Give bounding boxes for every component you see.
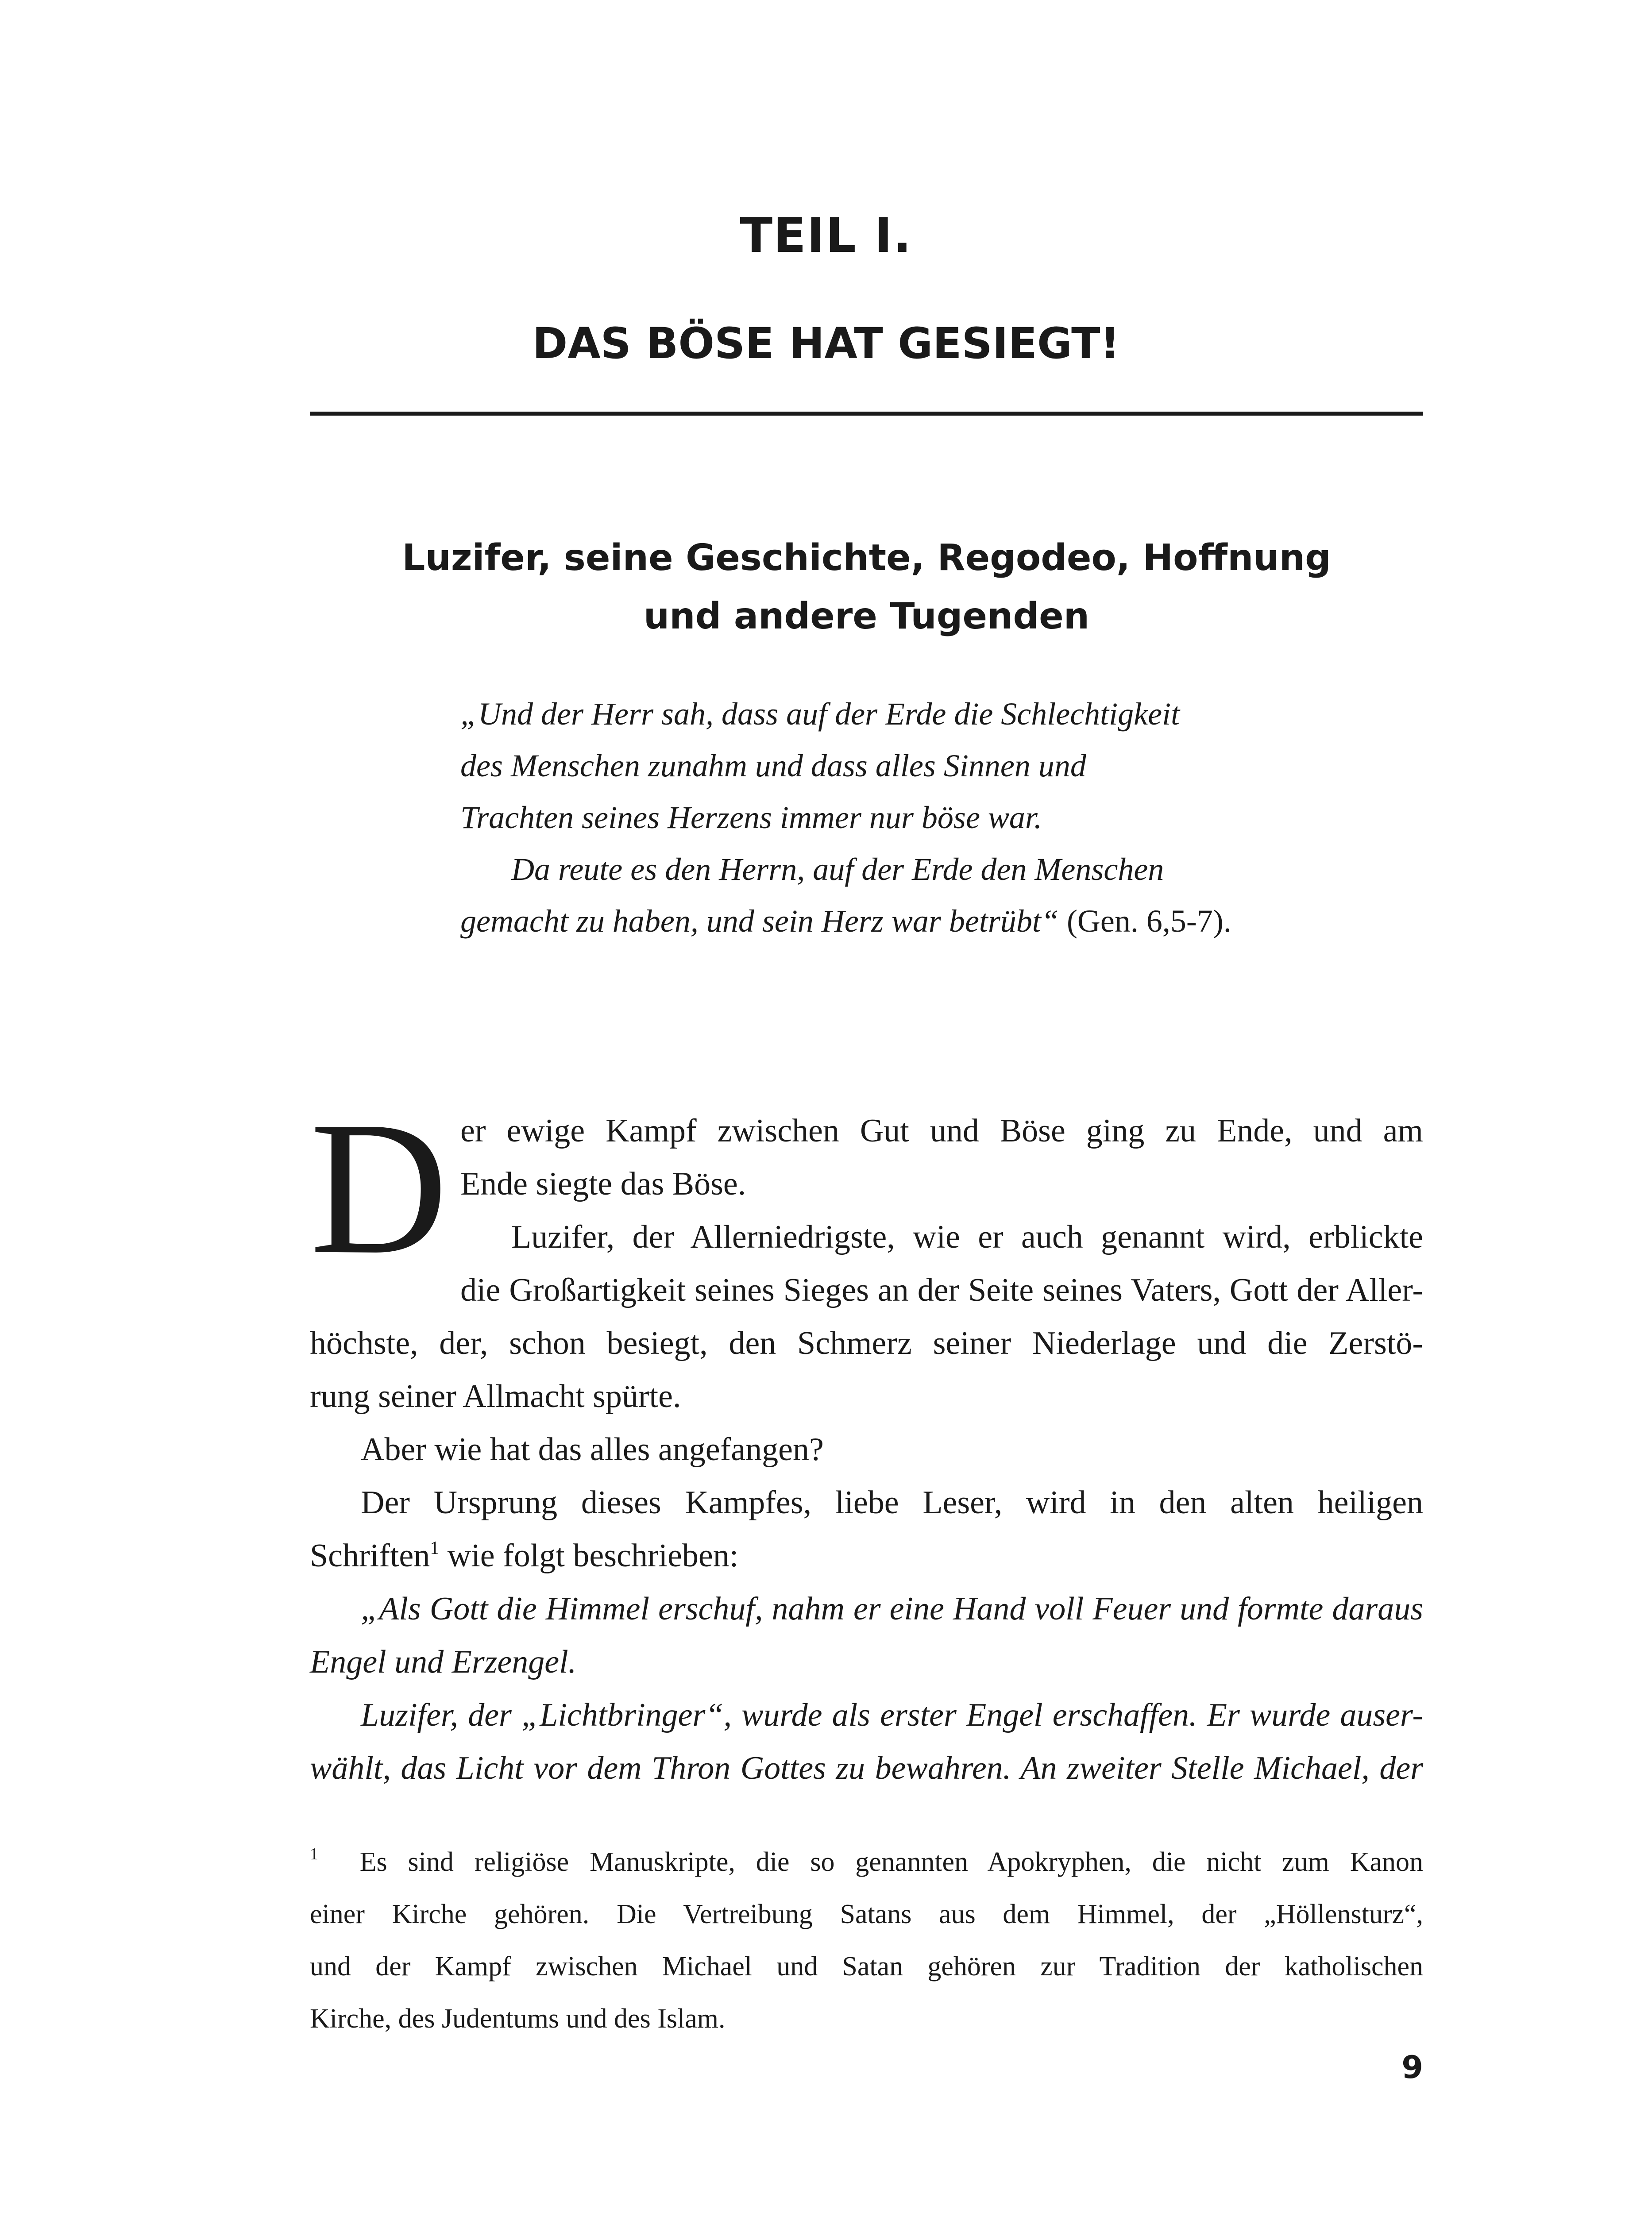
body-line: rung seiner Allmacht spürte. bbox=[310, 1378, 681, 1415]
chapter-title bbox=[310, 529, 1423, 646]
footnote-text: Es sind religiöse Manuskripte, die so genannten Apokryphen, die nicht zum Kanon bbox=[359, 1847, 1424, 1877]
title-rule bbox=[310, 412, 1423, 416]
body-line: Luzifer, der Allerniedrigste, wie er auch genannt wird, erblickte bbox=[511, 1219, 1423, 1255]
chapter-title-line: und andere Tugenden bbox=[643, 595, 1090, 637]
part-heading: TEIL I. bbox=[740, 208, 912, 263]
body-text-fragment: wie folgt beschrieben: bbox=[439, 1538, 739, 1574]
body-text bbox=[310, 1082, 1423, 1795]
epigraph-line: Trachten seines Herzens immer nur böse war. bbox=[460, 800, 1042, 835]
footnote bbox=[310, 1836, 1423, 2045]
epigraph bbox=[460, 688, 1301, 947]
page-number: 9 bbox=[1401, 2049, 1423, 2086]
body-line: Aber wie hat das alles angefangen? bbox=[361, 1431, 824, 1468]
epigraph-line-last bbox=[460, 895, 1301, 947]
quote-line: „Als Gott die Himmel erschuf, nahm er eine Hand voll Feuer und formte daraus bbox=[361, 1591, 1423, 1627]
drop-cap: D bbox=[310, 1082, 448, 1294]
epigraph-line: des Menschen zunahm und dass alles Sinnen und bbox=[460, 748, 1086, 783]
chapter-title-line: Luzifer, seine Geschichte, Regodeo, Hoffnung bbox=[402, 537, 1331, 579]
footnote-marker: 1 bbox=[310, 1845, 318, 1863]
body-line bbox=[310, 1529, 1423, 1582]
body-line: höchste, der, schon besiegt, den Schmerz seiner Niederlage und die Zerstö- bbox=[310, 1325, 1423, 1361]
epigraph-line: gemacht zu haben, und sein Herz war betrübt“ bbox=[460, 903, 1059, 939]
epigraph-line: Da reute es den Herrn, auf der Erde den Menschen bbox=[511, 852, 1164, 887]
epigraph-line: „Und der Herr sah, dass auf der Erde die Schlechtigkeit bbox=[460, 696, 1180, 732]
footnote-line: einer Kirche gehören. Die Vertreibung Satans aus dem Himmel, der „Höllensturz“, bbox=[310, 1899, 1423, 1929]
epigraph-citation: (Gen. 6,5-7). bbox=[1058, 903, 1231, 939]
quote-line: Luzifer, der „Lichtbringer“, wurde als erster Engel erschaffen. Er wurde auser- bbox=[361, 1697, 1423, 1733]
quote-line: wählt, das Licht vor dem Thron Gottes zu bewahren. An zweiter Stelle Michael, der bbox=[310, 1750, 1423, 1786]
footnote-line bbox=[310, 1836, 1423, 1888]
body-line: Ende siegte das Böse. bbox=[460, 1166, 746, 1202]
footnote-reference: 1 bbox=[430, 1538, 440, 1558]
footnote-line: und der Kampf zwischen Michael und Satan gehören zur Tradition der katholischen bbox=[310, 1951, 1423, 1982]
body-line: die Großartigkeit seines Sieges an der Seite seines Vaters, Gott der Aller- bbox=[460, 1272, 1423, 1308]
quote-line: Engel und Erzengel. bbox=[310, 1644, 577, 1680]
body-text-fragment: Schriften bbox=[310, 1538, 430, 1574]
part-title: DAS BÖSE HAT GESIEGT! bbox=[532, 319, 1120, 368]
footnote-line: Kirche, des Judentums und des Islam. bbox=[310, 2004, 726, 2034]
body-line: Der Ursprung dieses Kampfes, liebe Leser, wird in den alten heiligen bbox=[361, 1484, 1423, 1521]
body-line: er ewige Kampf zwischen Gut und Böse ging zu Ende, und am bbox=[460, 1113, 1423, 1149]
